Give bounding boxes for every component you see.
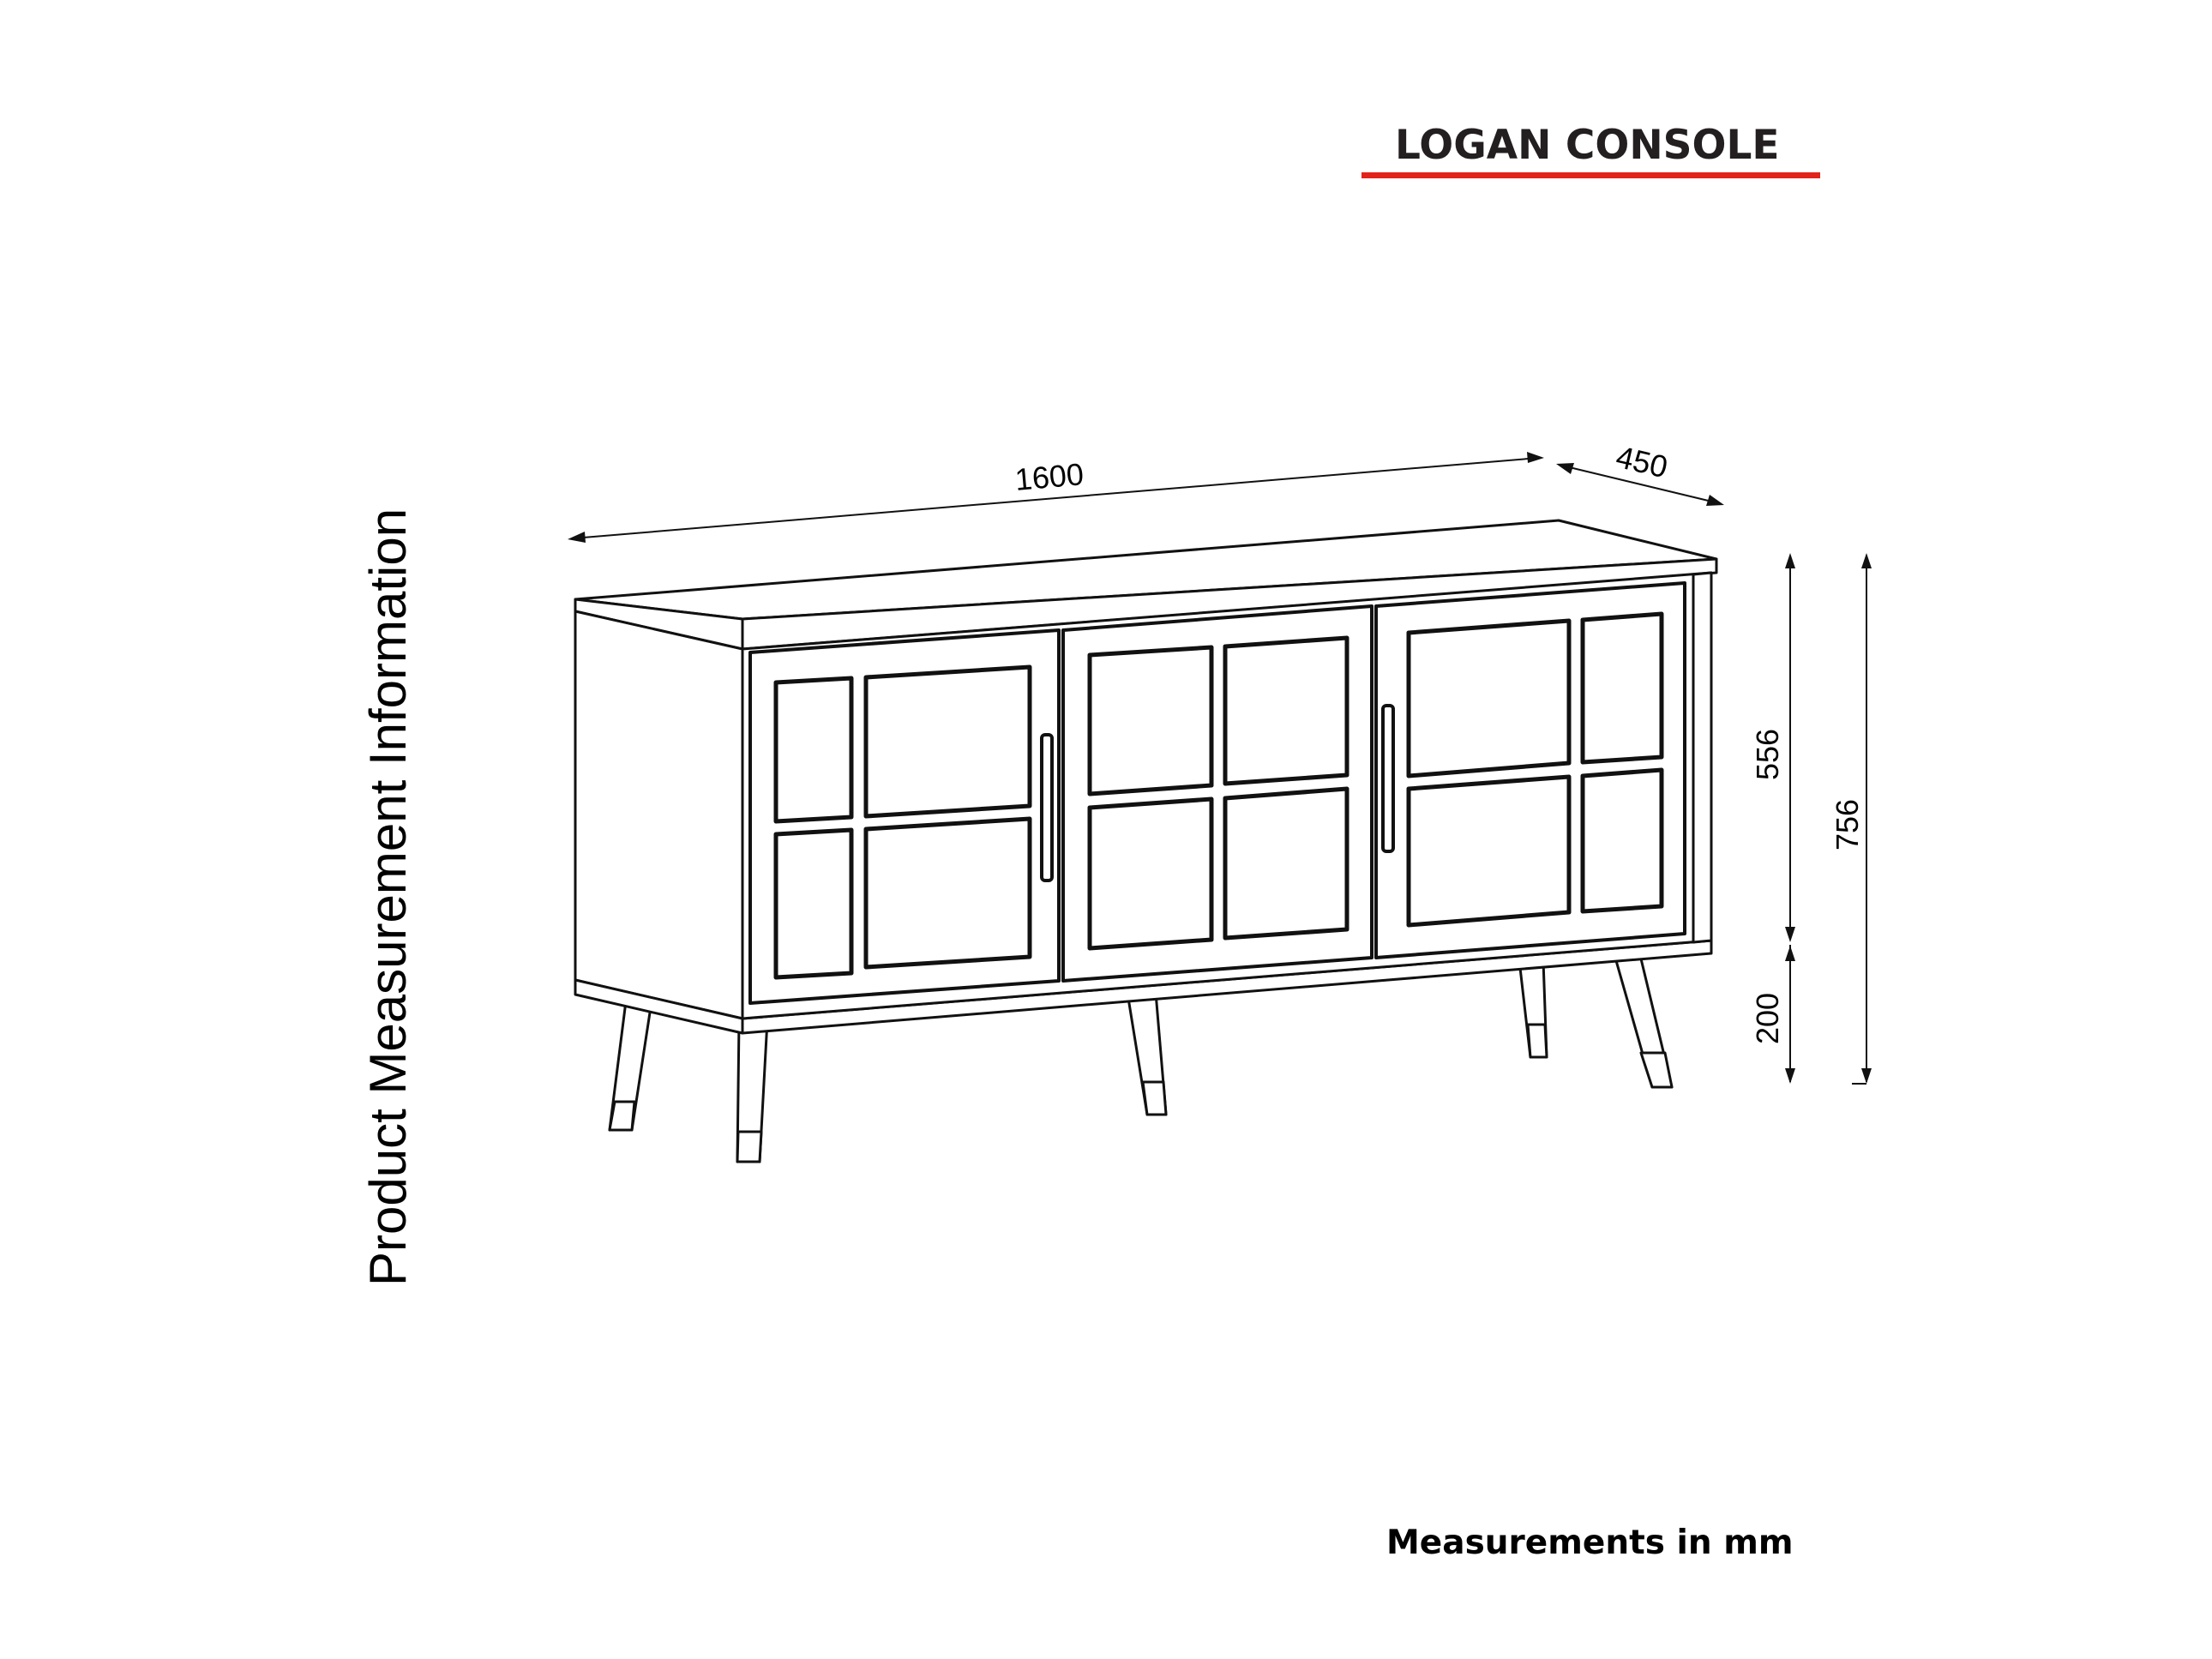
body-height-dimension-label: 556	[1750, 728, 1785, 780]
total-height-dimension-label: 756	[1830, 798, 1865, 851]
title-underline	[1361, 172, 1820, 178]
cabinet-door-right	[1376, 583, 1685, 958]
door-left-handle	[1042, 735, 1052, 881]
leg-back-center	[1127, 993, 1166, 1115]
leg-height-dimension-label: 200	[1750, 992, 1785, 1044]
leg-front-center	[737, 1020, 767, 1162]
depth-dimension-label: 450	[1613, 438, 1671, 485]
width-dimension-label: 1600	[1013, 456, 1085, 497]
side-panel	[575, 611, 742, 1019]
right-end-post	[1693, 573, 1711, 942]
cabinet-door-left	[750, 630, 1059, 1003]
leg-front-left	[610, 1001, 652, 1130]
console-drawing	[575, 520, 1716, 1162]
side-label: Product Measurement Information	[359, 508, 417, 1286]
page-title: LOGAN CONSOLE	[1395, 122, 1780, 169]
door-right-handle	[1383, 706, 1393, 851]
leg-height-dimension-line	[1785, 945, 1795, 1084]
leg-back-right-inner	[1519, 960, 1547, 1057]
body-height-dimension-line	[1785, 553, 1795, 942]
leg-front-right	[1614, 952, 1672, 1087]
measurement-unit-note: Measurements in mm	[1386, 1524, 1794, 1562]
cabinet-door-center	[1063, 606, 1372, 981]
